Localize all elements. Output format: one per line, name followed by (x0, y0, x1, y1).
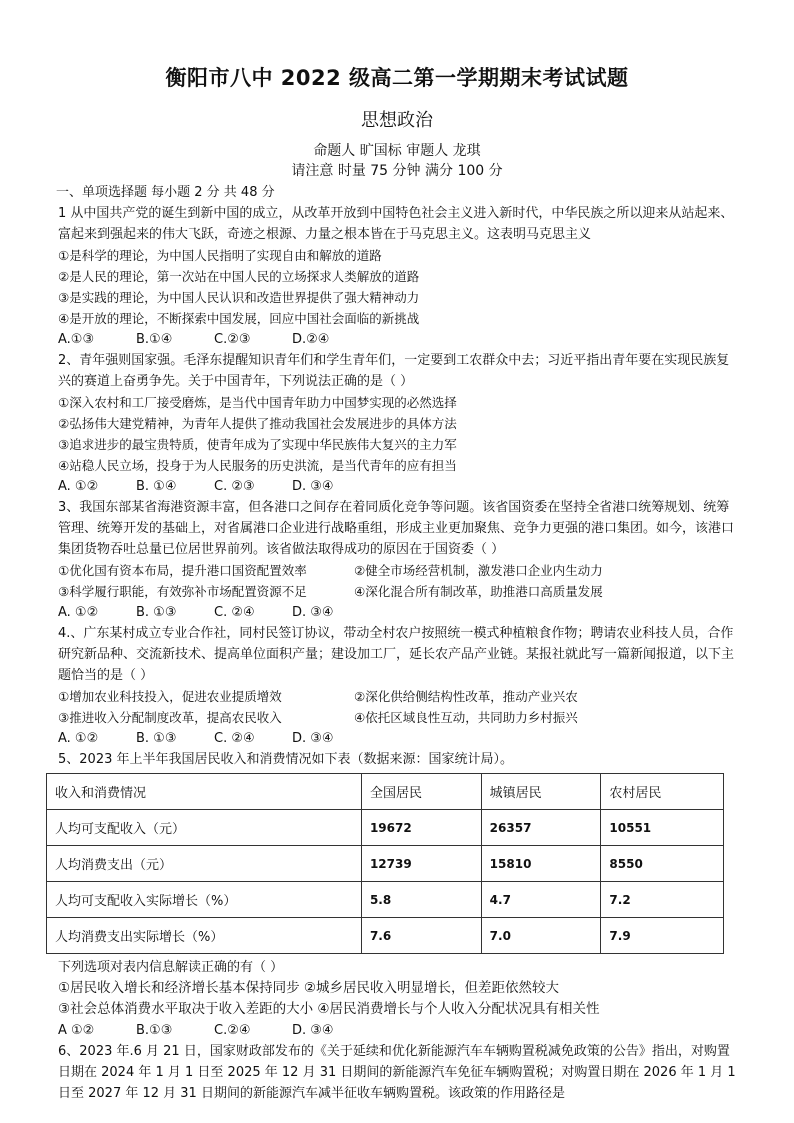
table-row-label: 人均可支配收入实际增长（%） (47, 882, 362, 918)
question-3-choice-d: D. ③④ (292, 605, 334, 620)
exam-authors: 命题人 旷国标 审题人 龙琪 (313, 143, 481, 159)
question-4-options-row-2 (58, 707, 742, 728)
table-row-label: 人均消费支出实际增长（%） (47, 918, 362, 954)
question-3-option-2: ②健全市场经营机制，激发港口企业内生动力 (354, 563, 603, 578)
table-header-cell: 城镇居民 (481, 774, 601, 810)
income-consumption-table (46, 773, 724, 954)
question-1-stem: 1 从中国共产党的诞生到新中国的成立，从改革开放到中国特色社会主义进入新时代，中华民族之所以迎来从站起来、富起来到强起来的伟大飞跃，奇迹之根源、力量之根本皆在于马克思主义。这表明马克思主义 (58, 206, 734, 242)
table-cell: 7.2 (601, 882, 724, 918)
question-1-choice-b: B.①④ (136, 332, 173, 347)
question-3-option-1: ①优化国有资本布局，提升港口国资配置效率 (58, 563, 307, 578)
question-2-choice-a: A. ①② (58, 479, 99, 494)
question-1-choice-d: D.②④ (292, 332, 330, 347)
question-1-choices (58, 329, 742, 350)
question-4-option-3: ③推进收入分配制度改革，提高农民收入 (58, 710, 282, 725)
question-1-option-3: ③是实践的理论，为中国人民认识和改造世界提供了强大精神动力 (58, 290, 420, 305)
table-cell: 10551 (601, 810, 724, 846)
table-row-label: 人均消费支出（元） (47, 846, 362, 882)
question-4-choice-b: B. ①③ (136, 731, 177, 746)
table-header-row (47, 774, 724, 810)
question-6 (58, 1041, 742, 1104)
table-cell: 26357 (481, 810, 601, 846)
table-cell: 7.9 (601, 918, 724, 954)
exam-subject: 思想政治 (361, 110, 433, 131)
question-3-choice-a: A. ①② (58, 605, 99, 620)
question-4-stem: 4.、广东某村成立专业合作社，同村民签订协议，带动全村农户按照统一模式种植粮食作物；聘请农业科技人员，合作研究新品种、交流新技术、提高单位面积产量；建设加工厂，延长农产品产业链。某报社就此写一篇新闻报道，以下主题恰当的是（ ） (58, 626, 735, 683)
table-cell: 5.8 (361, 882, 481, 918)
question-4-option-1: ①增加农业科技投入，促进农业提质增效 (58, 689, 282, 704)
question-2-option-1: ①深入农村和工厂接受磨炼，是当代中国青年助力中国梦实现的必然选择 (58, 395, 457, 410)
question-1 (58, 203, 742, 350)
question-2-stem: 2、青年强则国家强。毛泽东提醒知识青年们和学生青年们，一定要到工农群众中去；习近平指出青年要在实现民族复兴的赛道上奋勇争先。关于中国青年，下列说法正确的是（ ） (58, 353, 730, 389)
table-cell: 8550 (601, 846, 724, 882)
question-3-options-row-2 (58, 581, 742, 602)
question-3-option-4: ④深化混合所有制改革，助推港口高质量发展 (354, 584, 603, 599)
exam-notice: 请注意 时量 75 分钟 满分 100 分 (291, 163, 503, 179)
question-2-choice-b: B. ①④ (136, 479, 177, 494)
question-3-option-3: ③科学履行职能，有效弥补市场配置资源不足 (58, 584, 307, 599)
question-1-option-1: ①是科学的理论，为中国人民指明了实现自由和解放的道路 (58, 248, 382, 263)
question-4-option-4: ④依托区域良性互动，共同助力乡村振兴 (354, 710, 578, 725)
question-1-choice-c: C.②③ (214, 332, 251, 347)
exam-title: 衡阳市八中 2022 级高二第一学期期末考试试题 (165, 66, 629, 90)
question-4-option-2: ②深化供给侧结构性改革，推动产业兴农 (354, 689, 578, 704)
question-5-options-row-2: ③社会总体消费水平取决于收入差距的大小 ④居民消费增长与个人收入分配状况具有相关性 (58, 1001, 600, 1017)
question-5-options-row-1: ①居民收入增长和经济增长基本保持同步 ②城乡居民收入明显增长，但差距依然较大 (58, 980, 559, 996)
table-cell: 15810 (481, 846, 601, 882)
question-3-choices (58, 602, 742, 623)
table-row (47, 918, 724, 954)
table-cell: 12739 (361, 846, 481, 882)
question-3-options-row-1 (58, 560, 742, 581)
question-1-choice-a: A.①③ (58, 332, 95, 347)
table-row-label: 人均可支配收入（元） (47, 810, 362, 846)
question-2 (58, 350, 742, 497)
question-2-choice-d: D. ③④ (292, 479, 334, 494)
section-heading: 一、单项选择题 每小题 2 分 共 48 分 (56, 185, 275, 200)
question-5-choices (58, 1020, 742, 1041)
question-1-option-2: ②是人民的理论，第一次站在中国人民的立场探求人类解放的道路 (58, 269, 420, 284)
exam-content (55, 182, 742, 1104)
question-5-choice-b: B.①③ (136, 1023, 173, 1038)
question-3-stem: 3、我国东部某省海港资源丰富，但各港口之间存在着同质化竞争等问题。该省国资委在坚持全省港口统筹规划、统筹管理、统筹开发的基础上，对省属港口企业进行战略重组，形成主业更加聚焦、竞争力更强的港口集团。如今，该港口集团货物吞吐总量已位居世界前列。该省做法取得成功的原因在于国资委（ ） (58, 500, 735, 557)
question-4-choice-d: D. ③④ (292, 731, 334, 746)
question-4 (58, 623, 742, 749)
question-5-stem: 5、2023 年上半年我国居民收入和消费情况如下表（数据来源：国家统计局）。 (58, 752, 513, 767)
question-5-choice-a: A ①② (58, 1023, 95, 1038)
table-header-cell: 收入和消费情况 (47, 774, 362, 810)
question-5-choice-c: C.②④ (214, 1023, 251, 1038)
table-header-cell: 农村居民 (601, 774, 724, 810)
question-5-prompt: 下列选项对表内信息解读正确的有（ ） (58, 960, 284, 975)
question-6-stem: 6、2023 年.6 月 21 日，国家财政部发布的《关于延续和优化新能源汽车车辆购置税减免政策的公告》指出，对购置日期在 2024 年 1 月 1 日至 2025 年 12 月 31 日期间的新能源汽车免征车辆购置税；对购置日期在 2026 年 1 月 1 日至 2027 年 12 月 31 日期间的新能源汽车减半征收车辆购置税。该政策的作用路径是 (58, 1044, 736, 1101)
question-2-option-4: ④站稳人民立场，投身于为人民服务的历史洪流，是当代青年的应有担当 (58, 458, 457, 473)
question-4-choice-a: A. ①② (58, 731, 99, 746)
table-cell: 7.6 (361, 918, 481, 954)
question-3-choice-c: C. ②④ (214, 605, 255, 620)
question-4-choice-c: C. ②④ (214, 731, 255, 746)
table-cell: 7.0 (481, 918, 601, 954)
table-row (47, 882, 724, 918)
table-cell: 4.7 (481, 882, 601, 918)
question-5 (55, 749, 742, 1041)
table-row (47, 846, 724, 882)
question-2-option-3: ③追求进步的最宝贵特质，使青年成为了实现中华民族伟大复兴的主力军 (58, 437, 457, 452)
question-5-choice-d: D. ③④ (292, 1023, 334, 1038)
table-cell: 19672 (361, 810, 481, 846)
question-2-choices (58, 476, 742, 497)
question-3 (58, 497, 742, 623)
question-3-choice-b: B. ①③ (136, 605, 177, 620)
question-2-choice-c: C. ②③ (214, 479, 255, 494)
table-header-cell: 全国居民 (361, 774, 481, 810)
question-4-choices (58, 728, 742, 749)
question-1-option-4: ④是开放的理论，不断探索中国发展，回应中国社会面临的新挑战 (58, 311, 420, 326)
table-row (47, 810, 724, 846)
question-2-option-2: ②弘扬伟大建党精神，为青年人提供了推动我国社会发展进步的具体方法 (58, 416, 457, 431)
question-4-options-row-1 (58, 686, 742, 707)
